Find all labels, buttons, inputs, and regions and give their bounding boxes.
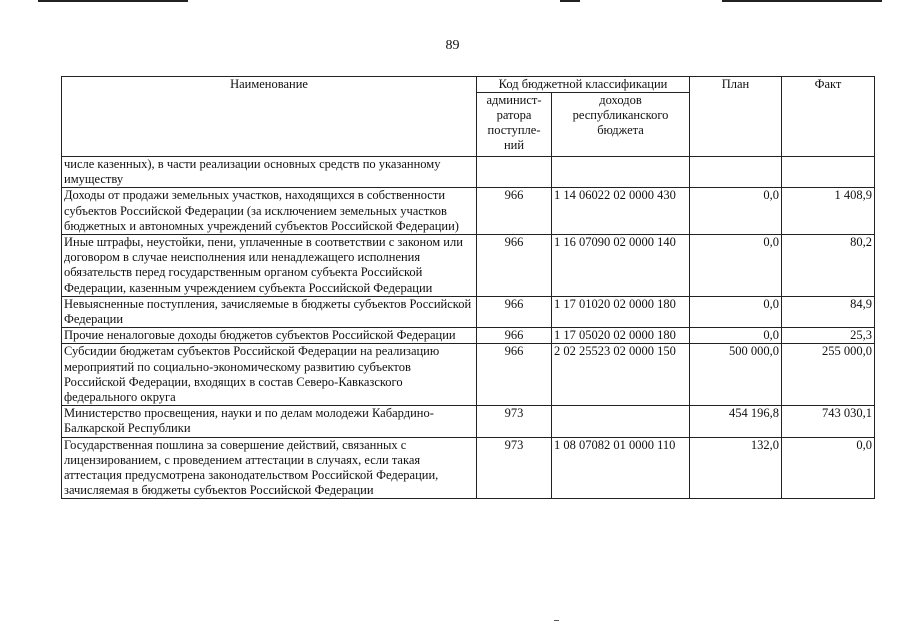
row-admin: 966 (477, 344, 552, 406)
row-admin: 966 (477, 296, 552, 327)
table-row (62, 157, 875, 188)
header-code-group: Код бюджетной классификации (477, 77, 690, 93)
scan-edge-line-right (722, 0, 882, 2)
row-admin (477, 157, 552, 188)
table-row (62, 296, 875, 327)
row-name: Невыясненные поступления, зачисляемые в бюджеты субъектов Российской Федерации (62, 296, 477, 327)
row-code (552, 157, 690, 188)
row-name: Субсидии бюджетам субъектов Российской Федерации на реализацию мероприятий по социально-экономическому развитию субъектов Российской Федерации, входящих в состав Северо-Кавказского федерального округа (62, 344, 477, 406)
row-name: Доходы от продажи земельных участков, находящихся в собственности субъектов Российской Федерации (за исключением земельных участков бюджетных и автономных учреждений субъектов Российской Федерации) (62, 188, 477, 235)
row-fact (782, 157, 875, 188)
row-name: Министерство просвещения, науки и по делам молодежи Кабардино-Балкарской Республики (62, 406, 477, 437)
scan-edge-line-left (38, 0, 188, 2)
row-admin: 966 (477, 328, 552, 344)
page-number: 89 (445, 38, 460, 53)
header-plan: План (690, 77, 782, 157)
row-plan: 132,0 (690, 437, 782, 499)
scan-mark (554, 620, 559, 621)
row-fact: 80,2 (782, 235, 875, 297)
row-name: Прочие неналоговые доходы бюджетов субъектов Российской Федерации (62, 328, 477, 344)
row-code: 1 17 01020 02 0000 180 (552, 296, 690, 327)
row-fact: 84,9 (782, 296, 875, 327)
table-row (62, 437, 875, 499)
row-plan: 0,0 (690, 188, 782, 235)
scan-edge-line-middle (560, 0, 580, 2)
row-admin: 966 (477, 235, 552, 297)
table-row (62, 188, 875, 235)
row-plan: 500 000,0 (690, 344, 782, 406)
header-fact: Факт (782, 77, 875, 157)
row-fact: 25,3 (782, 328, 875, 344)
row-fact: 743 030,1 (782, 406, 875, 437)
row-name: Государственная пошлина за совершение действий, связанных с лицензированием, с проведением аттестации в случаях, если такая аттестация предусмотрена законодательством Российской Федерации, зачисляемая в бюджеты субъектов Российской Федерации (62, 437, 477, 499)
table-row (62, 344, 875, 406)
row-fact: 255 000,0 (782, 344, 875, 406)
row-admin: 973 (477, 437, 552, 499)
table-row (62, 406, 875, 437)
table-row (62, 235, 875, 297)
row-code: 1 08 07082 01 0000 110 (552, 437, 690, 499)
row-name: Иные штрафы, неустойки, пени, уплаченные в соответствии с законом или договором в случае неисполнения или ненадлежащего исполнения обязательств перед государственным органом субъекта Российской Федерации, казенным учреждением субъекта Российской Федерации (62, 235, 477, 297)
header-income: доходов республиканского бюджета (552, 93, 690, 157)
row-code: 1 14 06022 02 0000 430 (552, 188, 690, 235)
row-admin: 966 (477, 188, 552, 235)
row-code: 2 02 25523 02 0000 150 (552, 344, 690, 406)
table-row (62, 328, 875, 344)
row-plan: 0,0 (690, 296, 782, 327)
row-plan: 454 196,8 (690, 406, 782, 437)
row-fact: 1 408,9 (782, 188, 875, 235)
row-fact: 0,0 (782, 437, 875, 499)
row-code (552, 406, 690, 437)
row-plan: 0,0 (690, 235, 782, 297)
row-name: числе казенных), в части реализации основных средств по указанному имуществу (62, 157, 477, 188)
row-plan (690, 157, 782, 188)
row-code: 1 17 05020 02 0000 180 (552, 328, 690, 344)
budget-table (61, 76, 875, 499)
row-code: 1 16 07090 02 0000 140 (552, 235, 690, 297)
row-plan: 0,0 (690, 328, 782, 344)
header-admin: админист-ратора поступле-ний (477, 93, 552, 157)
header-name: Наименование (62, 77, 477, 157)
row-admin: 973 (477, 406, 552, 437)
